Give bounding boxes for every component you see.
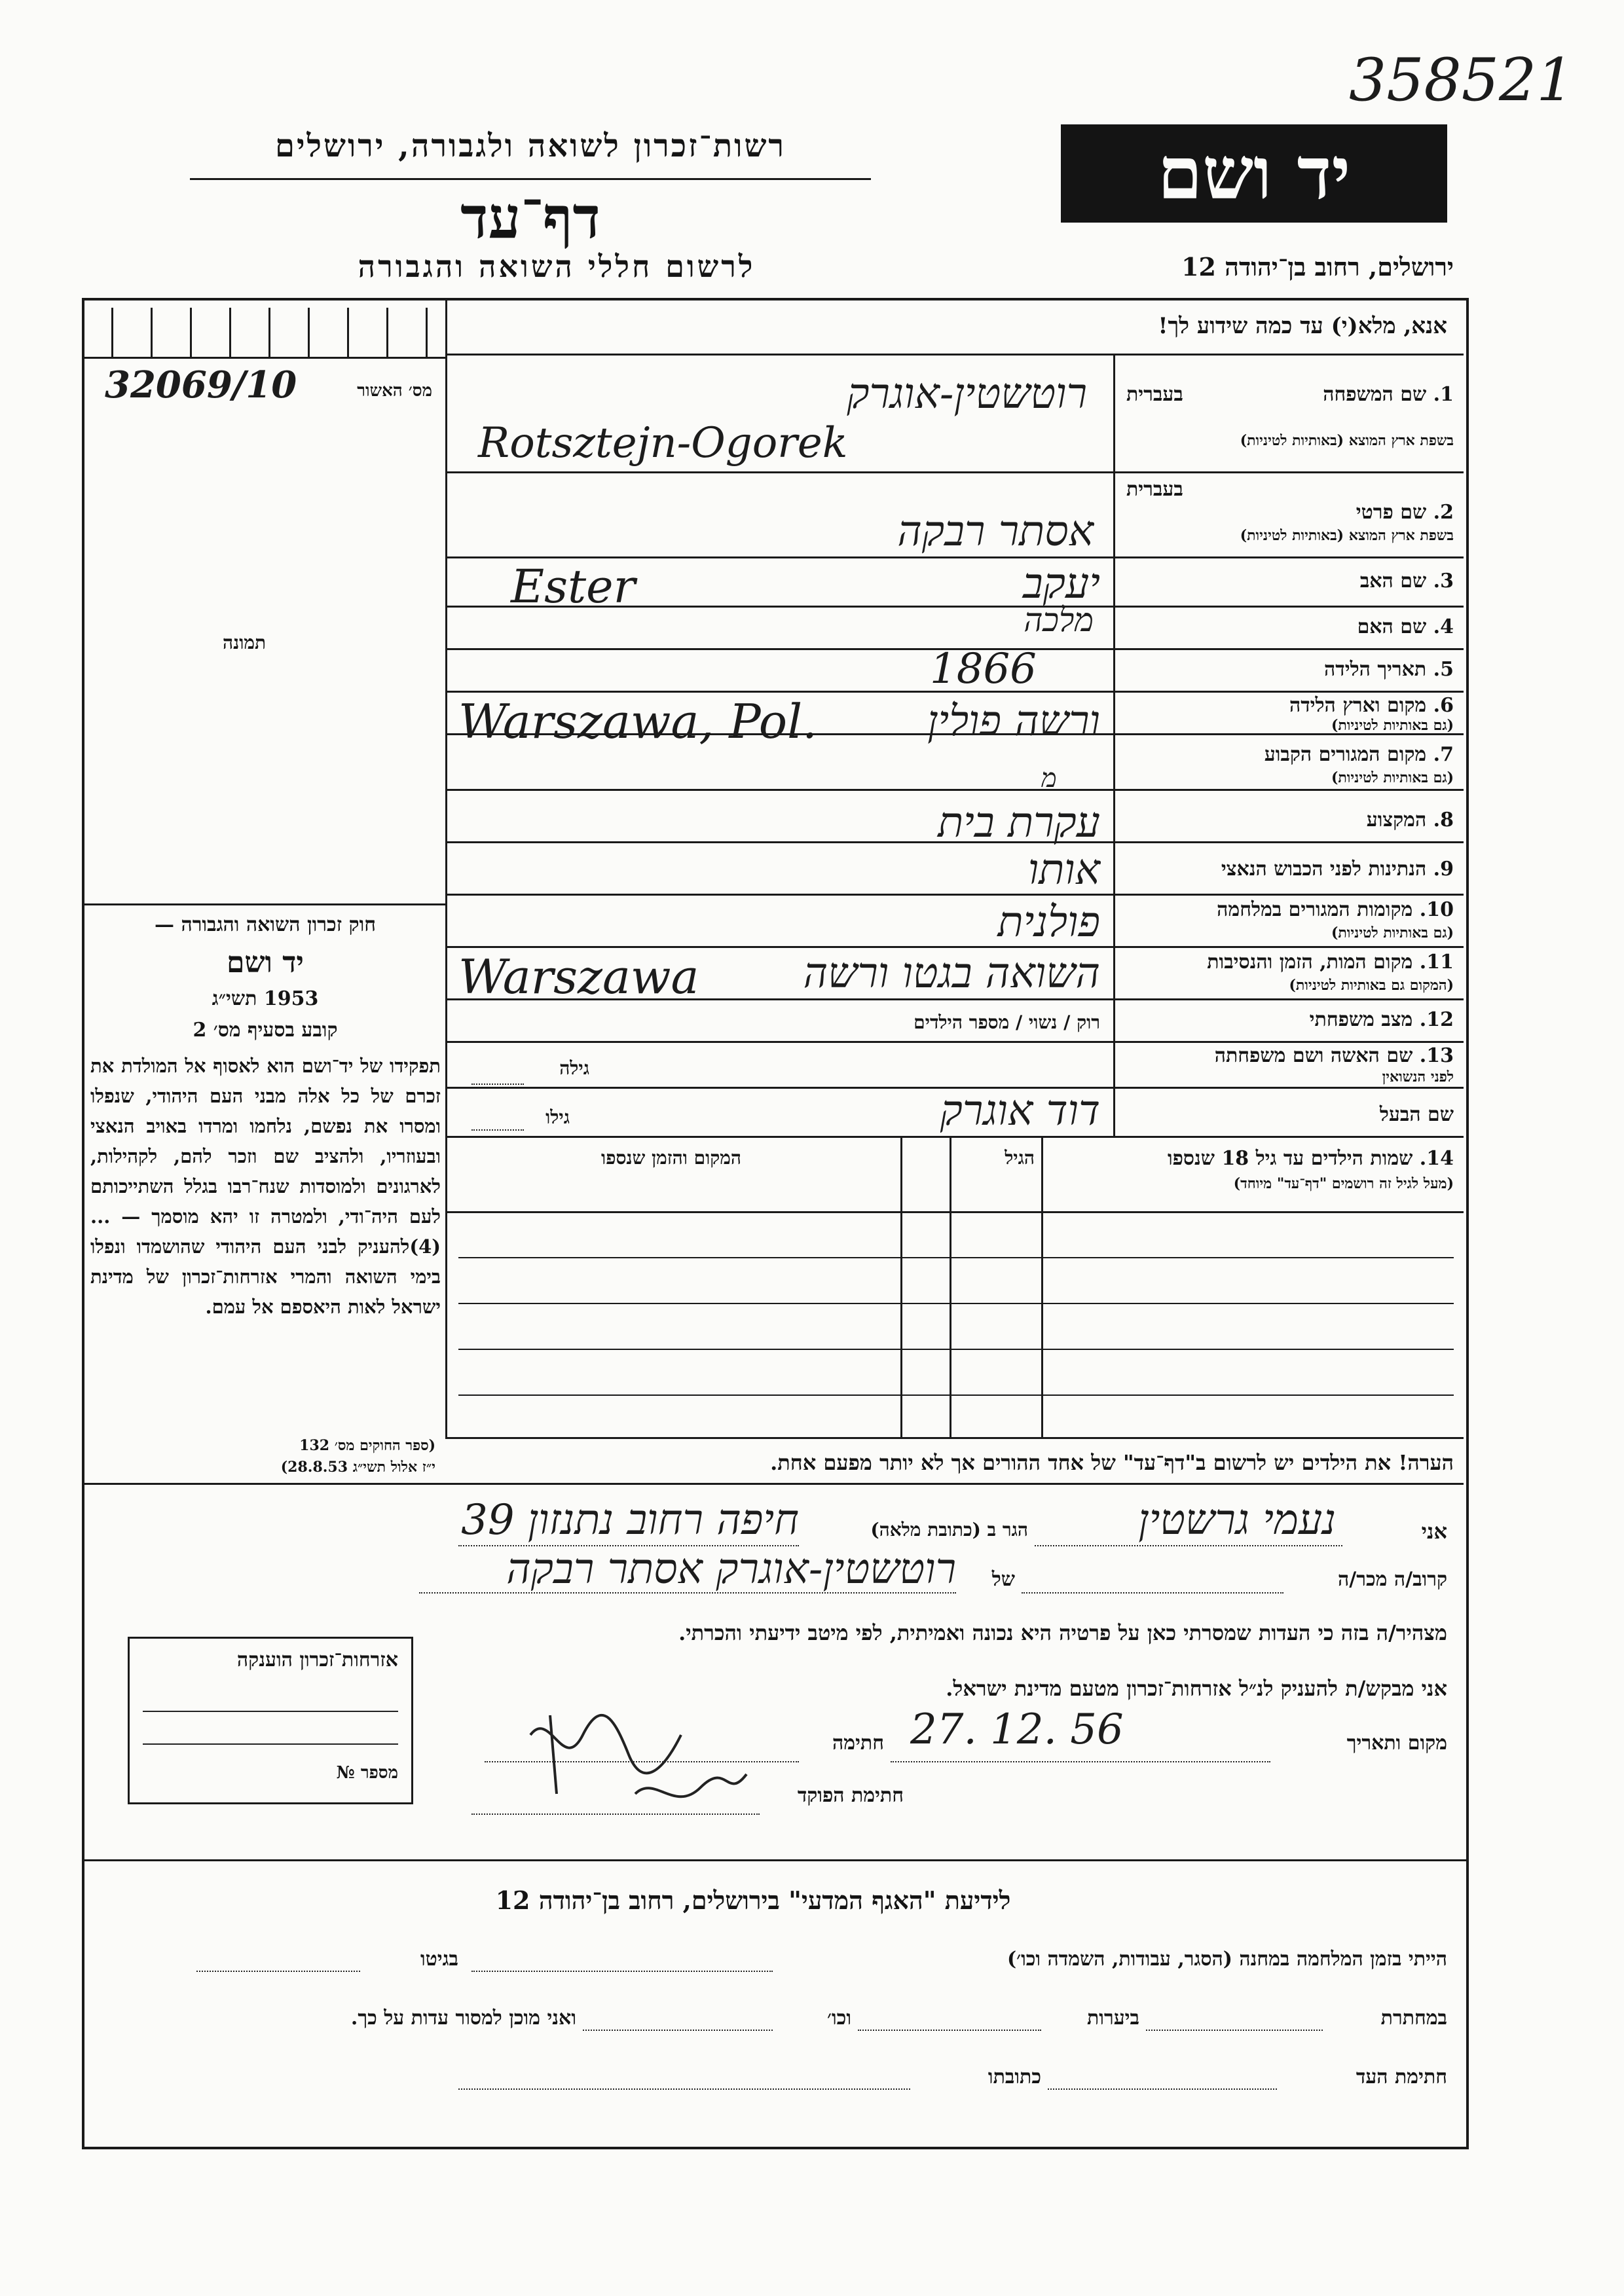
witness-sig-label: חתימת העד: [1356, 2066, 1447, 2088]
field-8-number: 8.: [1433, 809, 1454, 831]
etc-label: וכו׳: [827, 2007, 851, 2030]
citizenship-box-title: אזרחות־זכרון הוענקה: [236, 1649, 398, 1671]
signature-label: חתימה: [832, 1732, 884, 1755]
birthplace-hebrew: ורשה פולין: [927, 697, 1100, 746]
underground-label: במחתרת: [1380, 2007, 1447, 2030]
children-number: 14.: [1419, 1147, 1454, 1170]
field-3-number: 3.: [1433, 570, 1454, 592]
decl-i: אני: [1421, 1519, 1447, 1544]
birthplace-latin: Warszawa, Pol.: [458, 694, 818, 749]
decl-statement: מצהיר/ה בזה כי העדות שמסרתי כאן על פרטיה היא נכונה ואמיתית, לפי מיטב ידיעתי והכרתי.: [678, 1620, 1447, 1645]
yad-vashem-logo: [1061, 124, 1447, 223]
citizenship-box: [128, 1637, 413, 1804]
field-3-label: [1126, 570, 1454, 592]
signature-date: 27. 12. 56: [910, 1705, 1124, 1754]
surname-latin: Rotsztejn-Ogorek: [478, 419, 848, 467]
field-4-label: [1126, 615, 1454, 638]
husband-label: שם הבעל: [1379, 1103, 1454, 1126]
field-12-label: [1126, 1008, 1454, 1031]
field-1-text: שם המשפחה: [1323, 383, 1427, 406]
decl-of: של: [991, 1568, 1015, 1591]
field-5-label: [1126, 658, 1454, 681]
field-7-label: [1126, 743, 1454, 766]
children-sub: (מעל לגיל זה רושמים "דף־עד" מיוחד): [1233, 1175, 1454, 1192]
birth-date: 1866: [930, 645, 1037, 693]
place-date-label: מקום ותאריך: [1346, 1732, 1447, 1755]
field-10-text: מקומות המגורים במלחמה: [1217, 898, 1413, 921]
document-number: 358521: [1349, 46, 1574, 115]
field-12-text: מצב משפחתי: [1309, 1008, 1413, 1031]
field-13-text: שם האשה ושם משפחתה: [1214, 1044, 1413, 1067]
field-6-label: [1126, 694, 1454, 717]
wartime-residence: אותו: [1027, 846, 1100, 894]
children-note: הערה! את הילדים יש לרשום ב"דף־עד" של אחד ההורים אך לא יותר מפעם אחת.: [770, 1450, 1454, 1475]
witness-address-label: כתובתו: [987, 2066, 1041, 2088]
husband-age-label: גילו: [545, 1106, 570, 1128]
ready-label: ואני מוכן למסור עדות על כך.: [350, 2007, 576, 2030]
law-year: 1953 תשי״ג: [212, 987, 319, 1010]
first-name-latin: Ester: [511, 560, 636, 613]
field-5-text: תאריך הלידה: [1324, 658, 1427, 681]
decl-residing: הגר ב (כתובת מלאה): [870, 1519, 1028, 1540]
marital-options: רוק / נשוי / מספר הילדים: [913, 1011, 1100, 1033]
children-col-age: הגיל: [1005, 1147, 1035, 1169]
field-12-number: 12.: [1419, 1008, 1454, 1031]
field-1-tag: בעברית: [1126, 383, 1183, 406]
profession: עקרת בית: [938, 799, 1100, 847]
mother-name: מלכה: [1024, 601, 1094, 639]
field-7-sub: (גם באותיות לטיניות): [1331, 769, 1454, 786]
law-footer-1: (ספר החוקים מס׳ 132: [299, 1437, 435, 1454]
children-col-place: המקום והזמן שנספו: [601, 1147, 741, 1169]
bottom-title: לידיעת "האגף המדעי" בירושלים, רחוב בן־יהודה 12: [495, 1886, 1011, 1915]
decl-request: אני מבקש/ת להעניק לנ״ל אזרחות־זכרון מטעם מדינת ישראל.: [946, 1676, 1447, 1701]
field-11-sub: (המקום גם באותיות לטיניות): [1289, 977, 1454, 994]
tick-strip: [98, 308, 439, 357]
approval-number: 32069/10: [105, 363, 297, 407]
residence: מ: [1041, 763, 1057, 793]
field-10-sub: (גם באותיות לטיניות): [1331, 924, 1454, 941]
field-13-sub: לפני הנשואין: [1382, 1068, 1454, 1085]
field-6-text: מקום וארץ הלידה: [1289, 694, 1427, 717]
field-11-text: מקום המות, הזמן והנסיבות: [1207, 951, 1413, 974]
first-name-hebrew: אסתר רבקה: [897, 507, 1094, 556]
field-4-number: 4.: [1433, 615, 1454, 638]
citizenship-box-number: מספר №: [336, 1763, 398, 1783]
field-3-text: שם האב: [1359, 570, 1427, 592]
law-title: חוק זכרון השואה והגבורה —: [155, 913, 376, 936]
officer-signature-label: חתימת הפוקד: [797, 1784, 904, 1807]
field-2-label: [1126, 501, 1454, 524]
ghetto-label: בגיטו: [420, 1948, 458, 1971]
law-footer-2: י״ז אלול תשי״ג 28.8.53): [280, 1459, 435, 1476]
father-name: יעקב: [1022, 560, 1100, 608]
field-2-tag: בעברית: [1126, 478, 1183, 501]
field-7-number: 7.: [1433, 743, 1454, 766]
field-8-text: המקצוע: [1366, 809, 1427, 831]
field-9-label: [1126, 858, 1454, 881]
photo-label: תמונה: [223, 632, 267, 653]
approval-label: מס׳ האשור: [357, 381, 432, 401]
field-1-number: 1.: [1433, 383, 1454, 406]
children-text: שמות הילדים עד גיל 18 שנספו: [1167, 1147, 1413, 1170]
logo-text: יד ושם: [1157, 131, 1351, 215]
field-6-sub: (גם באותיות לטיניות): [1331, 717, 1454, 734]
field-1-sub: בשפת ארץ המוצא (באותיות לטיניות): [1240, 432, 1454, 449]
surname-hebrew: רוטשטין-אוגרק: [847, 370, 1087, 418]
bottom-line1: הייתי בזמן המלחמה במחנה (הסגר, עבודות, השמדה וכו׳): [1006, 1948, 1447, 1971]
field-2-text: שם פרטי: [1356, 501, 1427, 524]
witness-address: חיפה רחוב נתנזון 39: [461, 1496, 799, 1544]
law-body: תפקידו של יד־ושם הוא לאסוף אל המולדת את זכרם של כל אלה מבני העם היהודי, שנפלו ומסרו את נפשם, נלחמו ומרדו באויב הנאצי ובעוזריו, ולהציב שם וזכר להם, לקהילות, לארגונים ולמוסדות שנח־רבו בגלל השתייכותם לעם היה־ודי, ולמטרה זו יהא מוסמך — ...(4)להעניק לבני העם היהודי שהושמדו ונפלו בימי השואה והמרי אזרחות־זכרון של מדינת ישראל לאות היאספם אל עמם.: [90, 1055, 441, 1318]
field-7-text: מקום המגורים הקבוע: [1264, 743, 1427, 766]
wife-age-label: גילה: [559, 1057, 589, 1079]
forests-label: ביערות: [1086, 2007, 1139, 2030]
field-9-text: הנתינות לפני הכבוש הנאצי: [1221, 858, 1427, 881]
field-9-number: 9.: [1433, 858, 1454, 881]
field-10-number: 10.: [1419, 898, 1454, 921]
field-11-number: 11.: [1419, 951, 1454, 974]
page-title: דף־עד: [460, 183, 600, 251]
relation-name: רוטשטין-אוגרק אסתר רבקה: [506, 1545, 956, 1594]
address: ירושלים, רחוב בן־יהודה 12: [1181, 252, 1454, 282]
field-6-number: 6.: [1433, 694, 1454, 717]
field-13-number: 13.: [1419, 1044, 1454, 1067]
witness-signature: [511, 1696, 760, 1827]
law-name: יד ושם: [227, 946, 304, 979]
death-place-latin: Warszawa: [458, 949, 699, 1004]
citizenship: פולנית: [997, 898, 1100, 947]
field-5-number: 5.: [1433, 658, 1454, 681]
authority-name: רשות־זכרון לשואה ולגבורה, ירושלים: [274, 128, 786, 164]
decl-relative: קרוב/ה מכר/ה: [1338, 1568, 1447, 1591]
children-label: [1048, 1147, 1454, 1170]
page-subtitle: לרשום חללי השואה והגבורה: [358, 249, 756, 284]
witness-name: נעמי גרשטין: [1138, 1496, 1336, 1544]
intro-text: אנא, מלא(י) עד כמה שידוע לך!: [1158, 313, 1447, 339]
law-clause: קובע בסעיף מס׳ 2: [193, 1019, 338, 1042]
husband-name: דוד אוגרק: [940, 1087, 1100, 1135]
field-11-label: [1126, 951, 1454, 974]
field-8-label: [1126, 809, 1454, 831]
death-place-hebrew: השואה בגטו ורשה: [803, 949, 1100, 998]
field-13-label: [1126, 1044, 1454, 1067]
field-4-text: שם האם: [1357, 615, 1427, 638]
field-2-number: 2.: [1433, 501, 1454, 524]
field-2-sub: בשפת ארץ המוצא (באותיות לטיניות): [1240, 527, 1454, 544]
field-10-label: [1126, 898, 1454, 921]
